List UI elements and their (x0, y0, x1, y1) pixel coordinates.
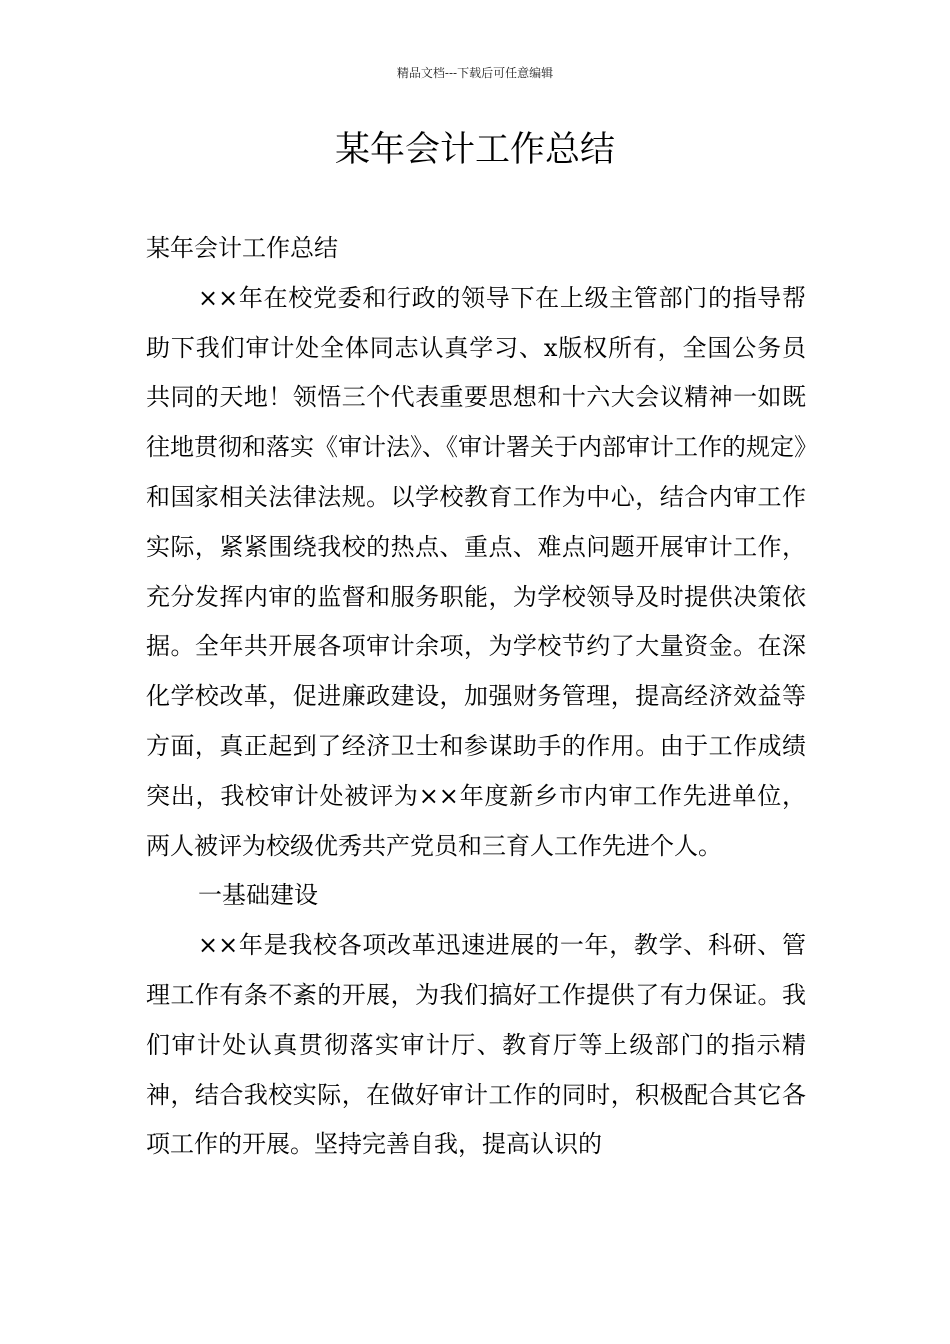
paragraph-summary: ××年在校党委和行政的领导下在上级主管部门的指导帮助下我们审计处全体同志认真学习、x版权所有，全国公务员共同的天地！领悟三个代表重要思想和十六大会议精神一如既往地贯彻和落实《审计法》、《审计署关于内部审计工作的规定》和国家相关法律法规。以学校教育工作为中心，结合内审工作实际，紧紧围绕我校的热点、重点、难点问题开展审计工作，充分发挥内审的监督和服务职能，为学校领导及时提供决策依据。全年共开展各项审计余项，为学校节约了大量资金。在深化学校改革，促进廉政建设，加强财务管理，提高经济效益等方面，真正起到了经济卫士和参谋助手的作用。由于工作成绩突出，我校审计处被评为××年度新乡市内审工作先进单位，两人被评为校级优秀共产党员和三育人工作先进个人。 (146, 283, 806, 860)
body-subtitle: 某年会计工作总结 (146, 234, 338, 262)
document-body (146, 224, 806, 1170)
document-title: 某年会计工作总结 (334, 130, 615, 170)
section-heading-foundation: 一基础建设 (198, 881, 318, 910)
page-header-note: 精品文档---下载后可任意编辑 (396, 66, 554, 80)
paragraph-foundation: ××年是我校各项改革迅速进展的一年，教学、科研、管理工作有条不紊的开展，为我们搞好工作提供了有力保证。我们审计处认真贯彻落实审计厅、教育厅等上级部门的指示精神，结合我校实际，在做好审计工作的同时，积极配合其它各项工作的开展。坚持完善自我，提高认识的 (146, 931, 806, 1159)
